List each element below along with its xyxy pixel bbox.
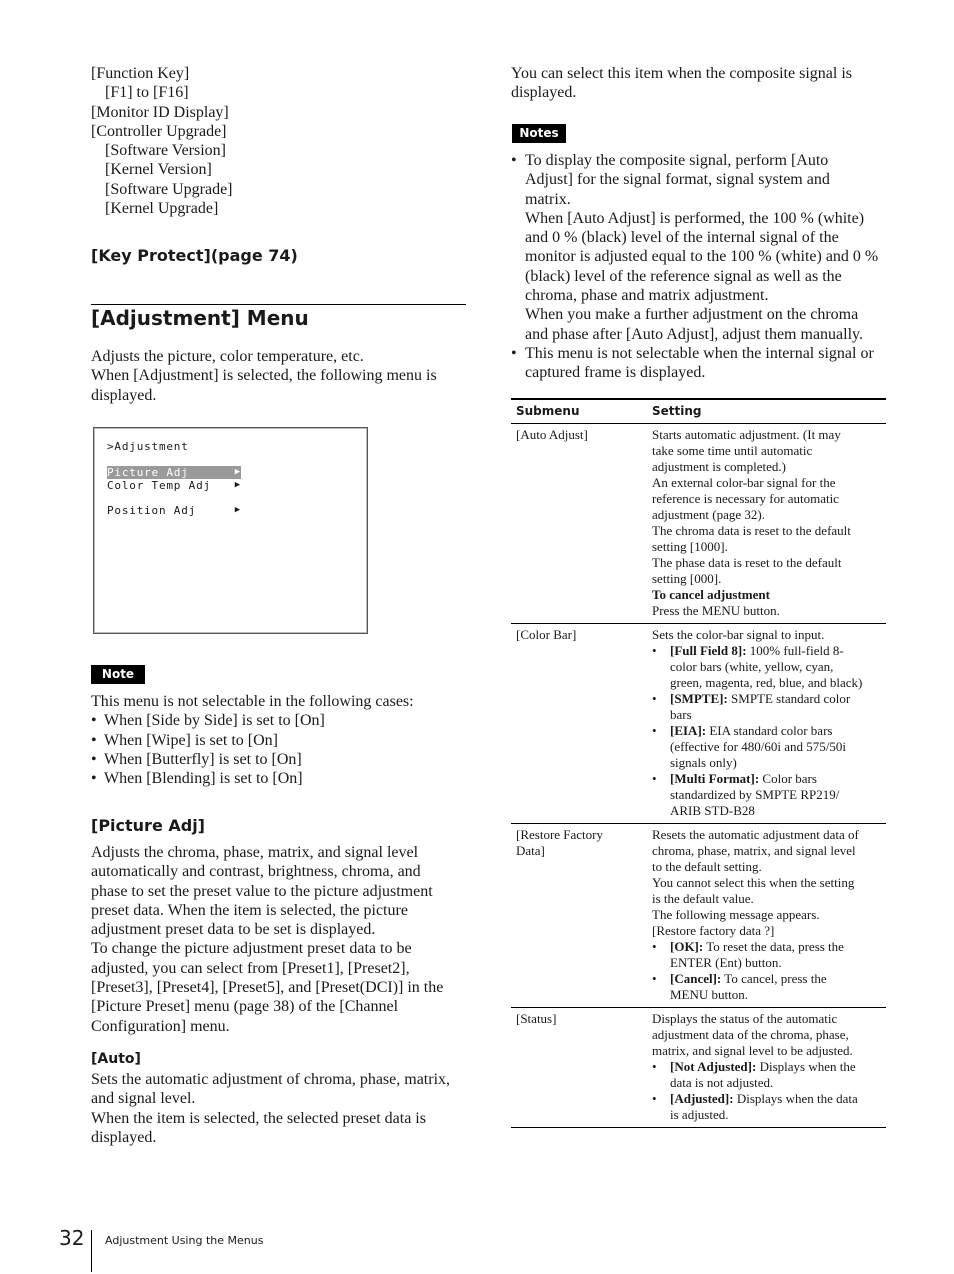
body-line: [Preset3], [Preset4], [Preset5], and [Preset(DCI)] in the	[91, 979, 444, 997]
key-protect-heading: [Key Protect](page 74)	[91, 246, 298, 265]
table-header-row	[511, 399, 886, 424]
adjustment-menu-screen	[93, 427, 368, 634]
section-rule	[91, 304, 466, 305]
table-row	[511, 1008, 886, 1128]
setting-cell	[647, 1008, 886, 1128]
note-line: monitor is adjusted equal to the 100 % (white) and 0 %	[525, 248, 879, 266]
option-text: MENU button.	[670, 987, 748, 1002]
body-line: preset data. When the item is selected, the picture	[91, 901, 408, 919]
body-line: automatically and contrast, brightness, chroma, and	[91, 863, 421, 881]
menu-tree-item: [F1] to [F16]	[105, 84, 189, 102]
menu-screen-item-label: Picture Adj	[107, 466, 189, 479]
arrow-right-icon: ▶	[234, 480, 241, 490]
setting-bullet: • [Cancel]: To cancel, press the MENU button.	[652, 971, 827, 1002]
submenu-cell: [Auto Adjust]	[511, 424, 647, 624]
arrow-right-icon: ▶	[234, 467, 241, 477]
setting-line: setting [000].	[652, 571, 722, 586]
option-text: data is not adjusted.	[670, 1075, 774, 1090]
notes-block	[511, 151, 887, 383]
menu-screen-item-position-adj[interactable]	[107, 504, 241, 517]
auto-body	[91, 1070, 450, 1147]
menu-tree-item: [Controller Upgrade]	[91, 122, 227, 140]
option-name: [Cancel]:	[670, 971, 722, 986]
option-text: EIA standard color bars	[706, 723, 833, 738]
menu-tree-item: [Function Key]	[91, 65, 190, 82]
setting-line: Starts automatic adjustment. (It may	[652, 427, 841, 442]
intro-line: When [Adjustment] is selected, the following menu is	[91, 367, 437, 385]
right-intro	[511, 64, 852, 103]
body-line: Adjusts the chroma, phase, matrix, and signal level	[91, 844, 419, 861]
notes-badge: Notes	[512, 124, 566, 143]
setting-line: adjustment (page 32).	[652, 507, 765, 522]
option-text: signals only)	[670, 755, 737, 770]
section-intro	[91, 347, 437, 405]
body-line: phase to set the preset value to the picture adjustment	[91, 882, 433, 900]
submenu-cell	[511, 824, 647, 1008]
setting-line: The following message appears.	[652, 907, 820, 922]
option-text: Displays when the	[756, 1059, 856, 1074]
menu-screen-title: >Adjustment	[107, 440, 189, 453]
setting-line: setting [1000].	[652, 539, 728, 554]
note-line: and phase after [Auto Adjust], adjust them manually.	[525, 325, 863, 343]
menu-tree	[91, 64, 233, 218]
note-line: To display the composite signal, perform [Auto	[525, 152, 829, 169]
note-bullet-text: When [Blending] is set to [On]	[104, 770, 303, 788]
setting-line: chroma, phase, matrix, and signal level	[652, 843, 856, 858]
table-row	[511, 824, 886, 1008]
setting-line: Displays the status of the automatic	[652, 1011, 838, 1026]
submenu-cell: [Status]	[511, 1008, 647, 1128]
option-name: [Full Field 8]:	[670, 643, 747, 658]
setting-cell	[647, 824, 886, 1008]
notes-bullet: • This menu is not selectable when the internal signal or captured frame is displayed.	[511, 344, 874, 382]
setting-bullet: • [Full Field 8]: 100% full-field 8- color bars (white, yellow, cyan, green, magenta, red, blue, and black)	[652, 643, 863, 690]
option-text: Color bars	[759, 771, 817, 786]
intro-line: displayed.	[511, 84, 577, 102]
option-name: [SMPTE]:	[670, 691, 728, 706]
option-name: [Adjusted]:	[670, 1091, 734, 1106]
setting-line: to the default setting.	[652, 859, 762, 874]
setting-line: An external color-bar signal for the	[652, 475, 836, 490]
option-text: Displays when the data	[733, 1091, 858, 1106]
option-text: ENTER (Ent) button.	[670, 955, 782, 970]
note-badge: Note	[91, 665, 145, 684]
option-text: 100% full-field 8-	[746, 643, 844, 658]
option-text: color bars (white, yellow, cyan,	[670, 659, 834, 674]
option-text: is adjusted.	[670, 1107, 729, 1122]
picture-adj-heading: [Picture Adj]	[91, 816, 205, 835]
note-line: and 0 % (black) level of the internal signal of the	[525, 229, 839, 247]
setting-line: adjustment data of the chroma, phase,	[652, 1027, 849, 1042]
setting-line: adjustment is completed.)	[652, 459, 786, 474]
option-text: bars	[670, 707, 692, 722]
option-text: SMPTE standard color	[727, 691, 851, 706]
note-line: matrix.	[525, 190, 571, 208]
option-text: ARIB STD-B28	[670, 803, 755, 818]
submenu-cell: [Color Bar]	[511, 624, 647, 824]
note-bullet: • When [Side by Side] is set to [On]	[91, 712, 325, 730]
option-name: [EIA]:	[670, 723, 707, 738]
note-bullet: • When [Blending] is set to [On]	[91, 770, 303, 788]
option-text: To cancel, press the	[721, 971, 827, 986]
menu-tree-item: [Kernel Upgrade]	[105, 200, 219, 218]
menu-tree-item: [Monitor ID Display]	[91, 103, 229, 121]
submenu-line: [Restore Factory	[516, 827, 604, 842]
body-line: When the item is selected, the selected preset data is	[91, 1109, 426, 1127]
column-header-submenu: Submenu	[511, 399, 647, 424]
menu-tree-item: [Software Version]	[105, 142, 227, 160]
note-intro: This menu is not selectable in the following cases:	[91, 693, 414, 710]
setting-line: The phase data is reset to the default	[652, 555, 842, 570]
setting-line: Press the MENU button.	[652, 603, 780, 618]
note-line: captured frame is displayed.	[525, 364, 706, 382]
arrow-right-icon: ▶	[234, 505, 241, 515]
body-line: and signal level.	[91, 1090, 196, 1108]
table-row	[511, 424, 886, 624]
menu-screen-item-label: Color Temp Adj	[107, 479, 211, 492]
setting-bullet: • [OK]: To reset the data, press the ENTER (Ent) button.	[652, 939, 844, 970]
intro-line: displayed.	[91, 386, 157, 404]
setting-bullet: • [Adjusted]: Displays when the data is adjusted.	[652, 1091, 858, 1122]
table-row	[511, 624, 886, 824]
note-line: When [Auto Adjust] is performed, the 100 % (white)	[525, 209, 865, 227]
body-line: displayed.	[91, 1128, 157, 1146]
picture-adj-body	[91, 843, 443, 1036]
menu-screen-item-color-temp-adj[interactable]	[107, 479, 241, 492]
body-line: adjusted, you can select from [Preset1], [Preset2],	[91, 959, 410, 977]
note-line: When you make a further adjustment on the chroma	[525, 306, 859, 324]
setting-line: reference is necessary for automatic	[652, 491, 839, 506]
note-bullet-text: When [Side by Side] is set to [On]	[104, 712, 325, 730]
option-text: green, magenta, red, blue, and black)	[670, 675, 863, 690]
submenu-line: Data]	[516, 843, 545, 858]
auto-heading: [Auto]	[91, 1051, 141, 1067]
setting-line: [Restore factory data ?]	[652, 923, 775, 938]
note-line: Adjust] for the signal format, signal system and	[525, 171, 830, 189]
setting-line: matrix, and signal level to be adjusted.	[652, 1043, 853, 1058]
option-text: standardized by SMPTE RP219/	[670, 787, 840, 802]
option-name: [OK]:	[670, 939, 704, 954]
note-bullet-text: When [Wipe] is set to [On]	[104, 731, 278, 749]
note-line: chroma, phase and matrix adjustment.	[525, 287, 769, 305]
footer-section-title: Adjustment Using the Menus	[105, 1234, 264, 1247]
body-line: [Picture Preset] menu (page 38) of the [Channel	[91, 998, 399, 1016]
setting-bullet: • [EIA]: EIA standard color bars (effective for 480/60i and 575/50i signals only)	[652, 723, 846, 770]
column-header-setting: Setting	[647, 399, 886, 424]
setting-line: The chroma data is reset to the default	[652, 523, 851, 538]
notes-bullet: • To display the composite signal, perform [Auto Adjust] for the signal format, signal system and matrix. When [Auto Adjust] is performed, the 100 % (white) and 0 % (black) level of the internal signal of the monitor is adjusted equal to the 100 % (white) and 0 % (black) level of the reference signal as well as the chroma, phase and matrix adjustment. When you make a further adjustment on the chroma and phase after [Auto Adjust], adjust them manually.	[511, 152, 879, 343]
option-name: [Multi Format]:	[670, 771, 760, 786]
setting-bold-line: To cancel adjustment	[652, 587, 770, 602]
note-bullet: • When [Wipe] is set to [On]	[91, 731, 278, 749]
note-line: This menu is not selectable when the internal signal or	[525, 344, 874, 362]
option-name: [Not Adjusted]:	[670, 1059, 757, 1074]
option-text: To reset the data, press the	[703, 939, 844, 954]
footer-divider	[91, 1230, 92, 1272]
setting-line: is the default value.	[652, 891, 754, 906]
setting-line: Resets the automatic adjustment data of	[652, 827, 859, 842]
menu-tree-item: [Kernel Version]	[105, 161, 212, 179]
note-bullet-text: When [Butterfly] is set to [On]	[104, 750, 302, 768]
setting-bullet: • [SMPTE]: SMPTE standard color bars	[652, 691, 851, 722]
menu-screen-item-label: Position Adj	[107, 504, 197, 517]
body-line: To change the picture adjustment preset data to be	[91, 940, 412, 958]
setting-bullet: • [Not Adjusted]: Displays when the data is not adjusted.	[652, 1059, 856, 1090]
page-number: 32	[59, 1226, 85, 1250]
body-line: adjustment preset data to be set is displayed.	[91, 921, 376, 939]
menu-screen-item-picture-adj[interactable]	[107, 466, 241, 479]
setting-line: You cannot select this when the setting	[652, 875, 855, 890]
setting-cell	[647, 424, 886, 624]
option-text: (effective for 480/60i and 575/50i	[670, 739, 846, 754]
setting-cell	[647, 624, 886, 824]
body-line: Configuration] menu.	[91, 1017, 230, 1035]
submenu-table-wrap	[511, 398, 886, 1128]
setting-line: take some time until automatic	[652, 443, 813, 458]
note-line: (black) level of the reference signal as well as the	[525, 267, 842, 285]
note-block	[91, 692, 466, 788]
note-bullet: • When [Butterfly] is set to [On]	[91, 750, 302, 768]
section-title: [Adjustment] Menu	[91, 306, 309, 330]
menu-tree-item: [Software Upgrade]	[105, 180, 233, 198]
setting-bullet: • [Multi Format]: Color bars standardized by SMPTE RP219/ ARIB STD-B28	[652, 771, 840, 818]
intro-line: Adjusts the picture, color temperature, etc.	[91, 348, 364, 365]
body-line: Sets the automatic adjustment of chroma, phase, matrix,	[91, 1071, 451, 1088]
intro-line: You can select this item when the composite signal is	[511, 65, 852, 82]
setting-line: Sets the color-bar signal to input.	[652, 627, 825, 642]
submenu-table	[511, 398, 886, 1128]
